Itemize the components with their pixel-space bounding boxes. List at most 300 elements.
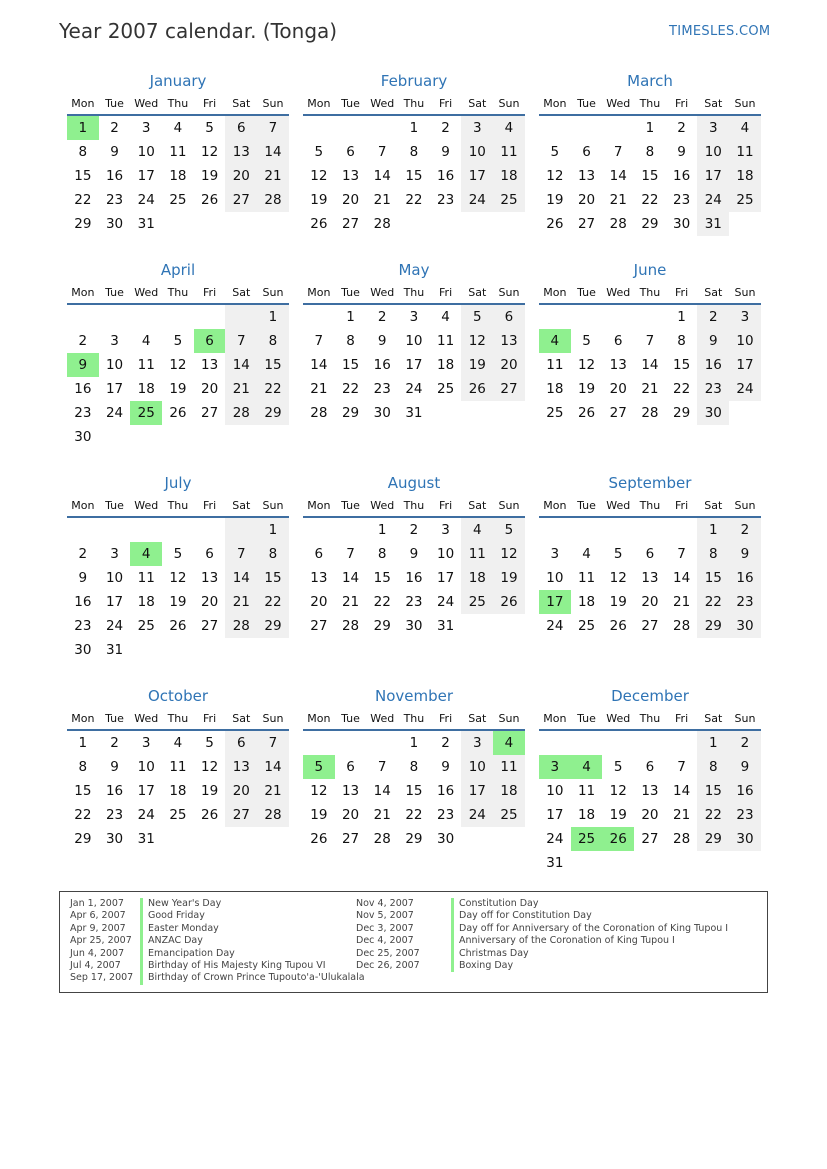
day-cell[interactable]: 9 (729, 542, 761, 566)
day-cell[interactable]: 26 (310, 216, 328, 232)
day-cell[interactable]: 16 (105, 168, 124, 184)
day-cell[interactable]: 28 (225, 614, 257, 638)
day-cell[interactable]: 3 (550, 546, 560, 562)
day-cell[interactable]: 20 (225, 164, 257, 188)
day-cell[interactable]: 29 (341, 405, 360, 421)
day-cell[interactable]: 24 (461, 803, 493, 827)
day-cell[interactable]: 7 (677, 759, 686, 775)
day-cell[interactable]: 28 (373, 216, 391, 232)
day-cell[interactable]: 9 (441, 759, 450, 775)
day-cell[interactable]: 24 (105, 405, 124, 421)
day-cell[interactable]: 17 (405, 357, 423, 373)
day-cell[interactable]: 1 (697, 731, 729, 755)
day-cell[interactable]: 26 (609, 618, 627, 634)
day-cell[interactable]: 7 (677, 546, 686, 562)
day-cell[interactable]: 22 (74, 807, 92, 823)
day-cell[interactable]: 26 (461, 377, 493, 401)
day-cell[interactable]: 7 (257, 731, 289, 755)
day-cell[interactable]: 21 (609, 192, 627, 208)
day-cell[interactable]: 5 (173, 546, 183, 562)
day-cell[interactable]: 26 (310, 831, 328, 847)
day-cell[interactable]: 6 (194, 329, 226, 353)
day-cell[interactable]: 18 (437, 357, 455, 373)
day-cell[interactable]: 25 (461, 590, 493, 614)
day-cell[interactable]: 12 (169, 570, 187, 586)
day-cell[interactable]: 27 (225, 188, 257, 212)
day-cell[interactable]: 31 (697, 212, 729, 236)
day-cell[interactable]: 3 (409, 309, 419, 325)
day-cell[interactable]: 23 (437, 192, 455, 208)
day-cell[interactable]: 22 (405, 807, 423, 823)
day-cell[interactable]: 11 (169, 144, 187, 160)
day-cell[interactable]: 14 (373, 168, 391, 184)
day-cell[interactable]: 6 (346, 144, 355, 160)
day-cell[interactable]: 13 (201, 570, 219, 586)
day-cell[interactable]: 26 (577, 405, 596, 421)
day-cell[interactable]: 12 (310, 168, 328, 184)
day-cell[interactable]: 11 (546, 357, 564, 373)
day-cell[interactable]: 4 (173, 120, 183, 136)
day-cell[interactable]: 24 (137, 807, 155, 823)
day-cell[interactable]: 17 (729, 353, 761, 377)
day-cell[interactable]: 6 (582, 144, 591, 160)
day-cell[interactable]: 30 (74, 642, 92, 658)
day-cell[interactable]: 9 (697, 329, 729, 353)
day-cell[interactable]: 15 (697, 779, 729, 803)
day-cell[interactable]: 11 (137, 570, 155, 586)
day-cell[interactable]: 21 (641, 381, 659, 397)
day-cell[interactable]: 9 (110, 144, 119, 160)
day-cell[interactable]: 4 (571, 755, 603, 779)
day-cell[interactable]: 11 (437, 333, 455, 349)
day-cell[interactable]: 16 (729, 566, 761, 590)
day-cell[interactable]: 22 (641, 192, 659, 208)
day-cell[interactable]: 17 (546, 807, 564, 823)
day-cell[interactable]: 15 (405, 168, 423, 184)
day-cell[interactable]: 7 (225, 329, 257, 353)
day-cell[interactable]: 28 (641, 405, 659, 421)
day-cell[interactable]: 21 (373, 192, 391, 208)
day-cell[interactable]: 15 (405, 783, 423, 799)
day-cell[interactable]: 4 (141, 333, 151, 349)
day-cell[interactable]: 21 (257, 164, 289, 188)
day-cell[interactable]: 3 (110, 546, 119, 562)
day-cell[interactable]: 15 (673, 357, 691, 373)
day-cell[interactable]: 5 (205, 735, 214, 751)
day-cell[interactable]: 3 (110, 333, 119, 349)
day-cell[interactable]: 15 (373, 570, 391, 586)
day-cell[interactable]: 27 (641, 618, 659, 634)
day-cell[interactable]: 15 (341, 357, 360, 373)
day-cell[interactable]: 10 (729, 329, 761, 353)
day-cell[interactable]: 14 (609, 168, 627, 184)
day-cell[interactable]: 19 (546, 192, 564, 208)
day-cell[interactable]: 7 (346, 546, 355, 562)
day-cell[interactable]: 3 (697, 116, 729, 140)
day-cell[interactable]: 20 (493, 353, 525, 377)
day-cell[interactable]: 18 (169, 168, 187, 184)
day-cell[interactable]: 25 (169, 192, 187, 208)
day-cell[interactable]: 31 (437, 618, 455, 634)
day-cell[interactable]: 5 (493, 518, 525, 542)
day-cell[interactable]: 16 (437, 168, 455, 184)
day-cell[interactable]: 8 (78, 144, 88, 160)
day-cell[interactable]: 5 (303, 755, 335, 779)
day-cell[interactable]: 7 (377, 759, 387, 775)
day-cell[interactable]: 21 (341, 594, 360, 610)
day-cell[interactable]: 1 (409, 120, 419, 136)
day-cell[interactable]: 7 (225, 542, 257, 566)
day-cell[interactable]: 30 (373, 405, 391, 421)
day-cell[interactable]: 14 (341, 570, 360, 586)
day-cell[interactable]: 29 (673, 405, 691, 421)
day-cell[interactable]: 13 (493, 329, 525, 353)
day-cell[interactable]: 10 (546, 570, 564, 586)
day-cell[interactable]: 3 (441, 522, 450, 538)
day-cell[interactable]: 28 (225, 401, 257, 425)
day-cell[interactable]: 31 (137, 216, 155, 232)
day-cell[interactable]: 10 (137, 144, 155, 160)
day-cell[interactable]: 2 (110, 735, 119, 751)
day-cell[interactable]: 2 (729, 731, 761, 755)
day-cell[interactable]: 1 (257, 305, 289, 329)
day-cell[interactable]: 25 (493, 803, 525, 827)
day-cell[interactable]: 27 (341, 831, 360, 847)
day-cell[interactable]: 23 (74, 405, 92, 421)
day-cell[interactable]: 8 (645, 144, 655, 160)
day-cell[interactable]: 17 (539, 590, 571, 614)
day-cell[interactable]: 10 (405, 333, 423, 349)
day-cell[interactable]: 11 (493, 755, 525, 779)
day-cell[interactable]: 23 (74, 618, 92, 634)
day-cell[interactable]: 26 (169, 405, 187, 421)
day-cell[interactable]: 8 (78, 759, 88, 775)
day-cell[interactable]: 25 (130, 401, 162, 425)
day-cell[interactable]: 25 (546, 405, 564, 421)
day-cell[interactable]: 28 (673, 618, 691, 634)
day-cell[interactable]: 31 (405, 405, 423, 421)
day-cell[interactable]: 22 (74, 192, 92, 208)
day-cell[interactable]: 20 (341, 192, 360, 208)
day-cell[interactable]: 11 (137, 357, 155, 373)
day-cell[interactable]: 21 (310, 381, 328, 397)
day-cell[interactable]: 21 (673, 594, 691, 610)
day-cell[interactable]: 12 (201, 759, 219, 775)
day-cell[interactable]: 28 (609, 216, 627, 232)
day-cell[interactable]: 29 (641, 216, 659, 232)
day-cell[interactable]: 21 (257, 779, 289, 803)
day-cell[interactable]: 27 (493, 377, 525, 401)
day-cell[interactable]: 19 (577, 381, 596, 397)
day-cell[interactable]: 18 (169, 783, 187, 799)
brand-link[interactable]: TIMESLES.COM (669, 24, 771, 39)
day-cell[interactable]: 20 (341, 807, 360, 823)
day-cell[interactable]: 25 (437, 381, 455, 397)
day-cell[interactable]: 31 (137, 831, 155, 847)
day-cell[interactable]: 25 (493, 188, 525, 212)
day-cell[interactable]: 28 (257, 188, 289, 212)
day-cell[interactable]: 14 (225, 566, 257, 590)
day-cell[interactable]: 28 (373, 831, 391, 847)
day-cell[interactable]: 9 (67, 353, 99, 377)
day-cell[interactable]: 11 (729, 140, 761, 164)
day-cell[interactable]: 15 (74, 783, 92, 799)
day-cell[interactable]: 24 (105, 618, 124, 634)
day-cell[interactable]: 17 (461, 779, 493, 803)
day-cell[interactable]: 19 (201, 783, 219, 799)
day-cell[interactable]: 9 (110, 759, 119, 775)
day-cell[interactable]: 18 (493, 779, 525, 803)
day-cell[interactable]: 16 (673, 168, 691, 184)
day-cell[interactable]: 10 (697, 140, 729, 164)
day-cell[interactable]: 27 (310, 618, 328, 634)
day-cell[interactable]: 27 (225, 803, 257, 827)
day-cell[interactable]: 14 (641, 357, 659, 373)
day-cell[interactable]: 19 (310, 807, 328, 823)
day-cell[interactable]: 26 (546, 216, 564, 232)
day-cell[interactable]: 22 (405, 192, 423, 208)
day-cell[interactable]: 8 (257, 329, 289, 353)
day-cell[interactable]: 3 (729, 305, 761, 329)
day-cell[interactable]: 23 (373, 381, 391, 397)
day-cell[interactable]: 29 (257, 614, 289, 638)
day-cell[interactable]: 22 (257, 590, 289, 614)
day-cell[interactable]: 18 (137, 381, 155, 397)
day-cell[interactable]: 20 (577, 192, 596, 208)
day-cell[interactable]: 12 (577, 357, 596, 373)
day-cell[interactable]: 23 (105, 807, 124, 823)
day-cell[interactable]: 4 (173, 735, 183, 751)
day-cell[interactable]: 30 (673, 216, 691, 232)
day-cell[interactable]: 27 (341, 216, 360, 232)
day-cell[interactable]: 16 (729, 779, 761, 803)
day-cell[interactable]: 13 (577, 168, 596, 184)
day-cell[interactable]: 16 (74, 381, 92, 397)
day-cell[interactable]: 27 (577, 216, 596, 232)
day-cell[interactable]: 23 (673, 192, 691, 208)
day-cell[interactable]: 28 (341, 618, 360, 634)
day-cell[interactable]: 13 (341, 168, 360, 184)
day-cell[interactable]: 16 (405, 570, 423, 586)
day-cell[interactable]: 16 (373, 357, 391, 373)
day-cell[interactable]: 21 (225, 590, 257, 614)
day-cell[interactable]: 8 (409, 759, 419, 775)
day-cell[interactable]: 6 (613, 333, 623, 349)
day-cell[interactable]: 19 (201, 168, 219, 184)
day-cell[interactable]: 21 (373, 807, 391, 823)
day-cell[interactable]: 20 (609, 381, 627, 397)
day-cell[interactable]: 29 (373, 618, 391, 634)
day-cell[interactable]: 14 (673, 570, 691, 586)
day-cell[interactable]: 20 (310, 594, 328, 610)
day-cell[interactable]: 18 (461, 566, 493, 590)
day-cell[interactable]: 31 (546, 855, 564, 871)
day-cell[interactable]: 18 (577, 807, 596, 823)
day-cell[interactable]: 8 (257, 542, 289, 566)
day-cell[interactable]: 8 (697, 755, 729, 779)
day-cell[interactable]: 26 (201, 807, 219, 823)
day-cell[interactable]: 22 (697, 590, 729, 614)
day-cell[interactable]: 14 (310, 357, 328, 373)
day-cell[interactable]: 6 (645, 546, 655, 562)
day-cell[interactable]: 20 (225, 779, 257, 803)
day-cell[interactable]: 15 (257, 566, 289, 590)
day-cell[interactable]: 8 (346, 333, 355, 349)
day-cell[interactable]: 18 (729, 164, 761, 188)
day-cell[interactable]: 10 (105, 570, 124, 586)
day-cell[interactable]: 1 (67, 116, 99, 140)
day-cell[interactable]: 18 (493, 164, 525, 188)
day-cell[interactable]: 17 (437, 570, 455, 586)
day-cell[interactable]: 23 (729, 590, 761, 614)
day-cell[interactable]: 29 (697, 827, 729, 851)
day-cell[interactable]: 8 (697, 542, 729, 566)
day-cell[interactable]: 20 (641, 807, 659, 823)
day-cell[interactable]: 3 (461, 731, 493, 755)
day-cell[interactable]: 3 (539, 755, 571, 779)
day-cell[interactable]: 20 (641, 594, 659, 610)
day-cell[interactable]: 11 (577, 570, 596, 586)
day-cell[interactable]: 12 (493, 542, 525, 566)
day-cell[interactable]: 5 (205, 120, 214, 136)
day-cell[interactable]: 13 (225, 755, 257, 779)
day-cell[interactable]: 26 (201, 192, 219, 208)
day-cell[interactable]: 5 (314, 144, 324, 160)
day-cell[interactable]: 10 (437, 546, 455, 562)
day-cell[interactable]: 24 (546, 831, 564, 847)
day-cell[interactable]: 20 (201, 381, 219, 397)
day-cell[interactable]: 1 (78, 735, 88, 751)
day-cell[interactable]: 19 (609, 594, 627, 610)
day-cell[interactable]: 20 (201, 594, 219, 610)
day-cell[interactable]: 16 (74, 594, 92, 610)
day-cell[interactable]: 4 (441, 309, 450, 325)
day-cell[interactable]: 4 (461, 518, 493, 542)
day-cell[interactable]: 17 (137, 168, 155, 184)
day-cell[interactable]: 6 (346, 759, 355, 775)
day-cell[interactable]: 24 (437, 594, 455, 610)
day-cell[interactable]: 2 (697, 305, 729, 329)
day-cell[interactable]: 9 (677, 144, 686, 160)
day-cell[interactable]: 12 (310, 783, 328, 799)
day-cell[interactable]: 6 (645, 759, 655, 775)
day-cell[interactable]: 13 (641, 570, 659, 586)
day-cell[interactable]: 27 (609, 405, 627, 421)
day-cell[interactable]: 10 (461, 140, 493, 164)
day-cell[interactable]: 21 (673, 807, 691, 823)
day-cell[interactable]: 5 (550, 144, 560, 160)
day-cell[interactable]: 3 (141, 120, 151, 136)
day-cell[interactable]: 25 (571, 827, 603, 851)
day-cell[interactable]: 29 (74, 831, 92, 847)
day-cell[interactable]: 1 (697, 518, 729, 542)
day-cell[interactable]: 7 (613, 144, 623, 160)
day-cell[interactable]: 14 (257, 755, 289, 779)
day-cell[interactable]: 22 (673, 381, 691, 397)
day-cell[interactable]: 4 (582, 546, 591, 562)
day-cell[interactable]: 2 (377, 309, 387, 325)
day-cell[interactable]: 19 (169, 381, 187, 397)
day-cell[interactable]: 12 (546, 168, 564, 184)
day-cell[interactable]: 14 (257, 140, 289, 164)
day-cell[interactable]: 12 (461, 329, 493, 353)
day-cell[interactable]: 24 (137, 192, 155, 208)
day-cell[interactable]: 6 (314, 546, 324, 562)
day-cell[interactable]: 1 (346, 309, 355, 325)
day-cell[interactable]: 9 (441, 144, 450, 160)
day-cell[interactable]: 6 (225, 116, 257, 140)
day-cell[interactable]: 14 (225, 353, 257, 377)
day-cell[interactable]: 2 (110, 120, 119, 136)
day-cell[interactable]: 17 (105, 594, 124, 610)
day-cell[interactable]: 28 (310, 405, 328, 421)
day-cell[interactable]: 9 (409, 546, 419, 562)
day-cell[interactable]: 2 (729, 518, 761, 542)
day-cell[interactable]: 22 (373, 594, 391, 610)
day-cell[interactable]: 8 (377, 546, 387, 562)
day-cell[interactable]: 21 (225, 377, 257, 401)
day-cell[interactable]: 8 (409, 144, 419, 160)
day-cell[interactable]: 23 (697, 377, 729, 401)
day-cell[interactable]: 30 (105, 831, 124, 847)
day-cell[interactable]: 30 (405, 618, 423, 634)
day-cell[interactable]: 19 (609, 807, 627, 823)
day-cell[interactable]: 26 (602, 827, 634, 851)
day-cell[interactable]: 18 (546, 381, 564, 397)
day-cell[interactable]: 9 (78, 570, 88, 586)
day-cell[interactable]: 23 (729, 803, 761, 827)
day-cell[interactable]: 22 (341, 381, 360, 397)
day-cell[interactable]: 7 (257, 116, 289, 140)
day-cell[interactable]: 23 (105, 192, 124, 208)
day-cell[interactable]: 2 (78, 333, 88, 349)
day-cell[interactable]: 29 (405, 831, 423, 847)
day-cell[interactable]: 19 (493, 566, 525, 590)
day-cell[interactable]: 28 (257, 803, 289, 827)
day-cell[interactable]: 5 (461, 305, 493, 329)
day-cell[interactable]: 5 (582, 333, 591, 349)
day-cell[interactable]: 6 (493, 305, 525, 329)
day-cell[interactable]: 24 (697, 188, 729, 212)
day-cell[interactable]: 15 (74, 168, 92, 184)
day-cell[interactable]: 30 (729, 614, 761, 638)
day-cell[interactable]: 4 (539, 329, 571, 353)
day-cell[interactable]: 26 (493, 590, 525, 614)
day-cell[interactable]: 1 (257, 518, 289, 542)
day-cell[interactable]: 7 (314, 333, 324, 349)
day-cell[interactable]: 5 (613, 759, 623, 775)
day-cell[interactable]: 11 (493, 140, 525, 164)
day-cell[interactable]: 22 (257, 377, 289, 401)
day-cell[interactable]: 24 (729, 377, 761, 401)
day-cell[interactable]: 27 (641, 831, 659, 847)
day-cell[interactable]: 10 (461, 755, 493, 779)
day-cell[interactable]: 12 (201, 144, 219, 160)
day-cell[interactable]: 6 (205, 546, 214, 562)
day-cell[interactable]: 16 (105, 783, 124, 799)
day-cell[interactable]: 30 (437, 831, 455, 847)
day-cell[interactable]: 25 (729, 188, 761, 212)
day-cell[interactable]: 12 (169, 357, 187, 373)
day-cell[interactable]: 7 (377, 144, 387, 160)
day-cell[interactable]: 13 (201, 357, 219, 373)
day-cell[interactable]: 2 (78, 546, 88, 562)
day-cell[interactable]: 3 (461, 116, 493, 140)
day-cell[interactable]: 1 (409, 735, 419, 751)
day-cell[interactable]: 19 (310, 192, 328, 208)
day-cell[interactable]: 29 (74, 216, 92, 232)
day-cell[interactable]: 1 (677, 309, 686, 325)
